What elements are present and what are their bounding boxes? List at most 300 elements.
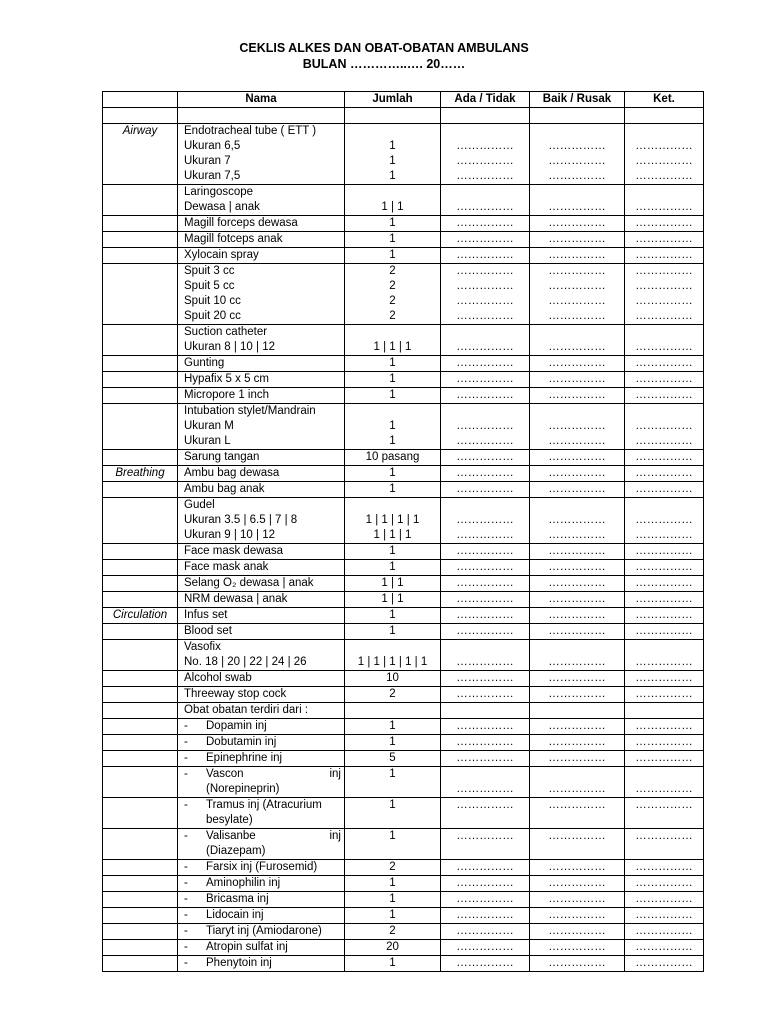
quantity-cell	[345, 264, 441, 325]
item-name-line	[184, 185, 341, 200]
category-cell	[103, 325, 178, 356]
item-name-text: Dobutamin inj	[206, 736, 277, 748]
ket-blank: ……………	[635, 217, 693, 229]
ket-blank	[628, 703, 700, 718]
baik-rusak-cell	[530, 719, 625, 735]
quantity-value	[348, 498, 437, 513]
baik-rusak-blank: ……………	[548, 373, 606, 385]
table-row	[103, 388, 704, 404]
document-subtitle: BULAN …………..…. 20……	[302, 57, 466, 71]
category-label	[106, 719, 174, 734]
category-cell	[103, 687, 178, 703]
baik-rusak-cell	[530, 703, 625, 719]
ada-tidak-cell	[441, 640, 530, 671]
item-name-text: Phenytoin inj	[206, 957, 272, 969]
quantity-value	[348, 640, 437, 655]
baik-rusak-cell	[530, 687, 625, 703]
baik-rusak-blank	[533, 767, 621, 782]
quantity-cell	[345, 232, 441, 248]
table-row	[103, 450, 704, 466]
category-cell	[103, 216, 178, 232]
ada-tidak-blank: ……………	[456, 280, 514, 292]
category-label	[106, 924, 174, 939]
item-name-line	[184, 719, 341, 734]
baik-rusak-blank: ……………	[548, 736, 606, 748]
ket-blank: ……………	[635, 467, 693, 479]
header-ket: Ket.	[625, 92, 704, 108]
list-dash: -	[184, 877, 188, 889]
item-name-text: Ukuran 7,5	[184, 170, 241, 182]
item-name-line	[184, 200, 341, 215]
ada-tidak-blank: ……………	[456, 577, 514, 589]
item-name-line	[184, 513, 341, 528]
item-name-line	[184, 560, 341, 575]
category-cell	[103, 719, 178, 735]
ket-blank	[628, 813, 700, 828]
item-name-cell	[178, 498, 345, 544]
item-name-cell	[178, 108, 345, 124]
item-name-cell	[178, 372, 345, 388]
quantity-cell	[345, 767, 441, 798]
item-name-line	[184, 450, 341, 465]
quantity-value: 1	[389, 170, 396, 182]
item-name-line	[184, 767, 341, 782]
item-name-line	[184, 751, 341, 766]
baik-rusak-cell	[530, 185, 625, 216]
quantity-value: 1	[389, 357, 396, 369]
category-label	[106, 356, 174, 371]
quantity-cell	[345, 876, 441, 892]
baik-rusak-cell	[530, 560, 625, 576]
list-dash: -	[184, 957, 188, 969]
item-name-text: Tramus inj (Atracurium	[206, 799, 322, 811]
ada-tidak-blank: ……………	[456, 529, 514, 541]
item-name-text: Laringoscope	[184, 186, 254, 198]
ada-tidak-blank	[444, 124, 526, 139]
ada-tidak-cell	[441, 482, 530, 498]
baik-rusak-cell	[530, 498, 625, 544]
list-dash: -	[184, 925, 188, 937]
baik-rusak-blank: ……………	[548, 420, 606, 432]
item-name-line	[184, 924, 341, 939]
item-name-cell	[178, 908, 345, 924]
category-label	[106, 956, 174, 971]
ada-tidak-cell	[441, 956, 530, 972]
quantity-cell	[345, 735, 441, 751]
quantity-value: 1	[389, 373, 396, 385]
baik-rusak-blank: ……………	[548, 357, 606, 369]
ket-cell	[625, 829, 704, 860]
category-label	[106, 185, 174, 200]
item-name-text: Obat obatan terdiri dari :	[184, 704, 309, 716]
category-cell	[103, 248, 178, 264]
ket-cell	[625, 892, 704, 908]
quantity-cell	[345, 108, 441, 124]
quantity-value: 1	[389, 609, 396, 621]
quantity-cell	[345, 544, 441, 560]
ada-tidak-cell	[441, 671, 530, 687]
item-name-text: Ukuran L	[184, 435, 231, 447]
ket-cell	[625, 671, 704, 687]
ket-blank: ……………	[635, 341, 693, 353]
ada-tidak-blank: ……………	[456, 201, 514, 213]
category-cell	[103, 956, 178, 972]
ada-tidak-cell	[441, 751, 530, 767]
ket-blank: ……………	[635, 752, 693, 764]
ket-cell	[625, 608, 704, 624]
item-name-cell	[178, 404, 345, 450]
ket-cell	[625, 372, 704, 388]
ket-blank: ……………	[635, 483, 693, 495]
table-body	[103, 108, 704, 972]
item-name-cell	[178, 687, 345, 703]
ket-blank: ……………	[635, 941, 693, 953]
ket-cell	[625, 264, 704, 325]
item-name-line	[184, 356, 341, 371]
baik-rusak-blank: ……………	[548, 483, 606, 495]
item-name-cell	[178, 640, 345, 671]
item-name-cell	[178, 876, 345, 892]
category-cell	[103, 576, 178, 592]
category-cell	[103, 404, 178, 450]
baik-rusak-blank: ……………	[548, 593, 606, 605]
ket-blank: ……………	[635, 545, 693, 557]
ket-blank: ……………	[635, 861, 693, 873]
quantity-cell	[345, 372, 441, 388]
quantity-cell	[345, 404, 441, 450]
baik-rusak-blank	[533, 844, 621, 859]
ket-blank	[628, 767, 700, 782]
item-name-cell	[178, 576, 345, 592]
baik-rusak-blank: ……………	[548, 783, 606, 795]
baik-rusak-cell	[530, 356, 625, 372]
item-name-cell	[178, 356, 345, 372]
ada-tidak-blank: ……………	[456, 720, 514, 732]
baik-rusak-cell	[530, 108, 625, 124]
category-label	[106, 450, 174, 465]
baik-rusak-blank: ……………	[548, 688, 606, 700]
category-cell	[103, 185, 178, 216]
quantity-cell	[345, 608, 441, 624]
ada-tidak-cell	[441, 876, 530, 892]
category-label	[106, 640, 174, 655]
baik-rusak-blank	[533, 185, 621, 200]
ada-tidak-blank: ……………	[456, 451, 514, 463]
category-label	[106, 592, 174, 607]
ada-tidak-blank: ……………	[456, 233, 514, 245]
baik-rusak-blank: ……………	[548, 451, 606, 463]
item-name-line	[184, 782, 341, 797]
baik-rusak-blank: ……………	[548, 155, 606, 167]
baik-rusak-blank: ……………	[548, 389, 606, 401]
ada-tidak-blank: ……………	[456, 830, 514, 842]
quantity-value: 1	[389, 768, 396, 780]
ada-tidak-cell	[441, 372, 530, 388]
quantity-value: 2	[389, 925, 396, 937]
ket-blank: ……………	[635, 577, 693, 589]
baik-rusak-cell	[530, 544, 625, 560]
baik-rusak-blank: ……………	[548, 310, 606, 322]
ket-cell	[625, 356, 704, 372]
category-label	[106, 798, 174, 813]
baik-rusak-blank: ……………	[548, 201, 606, 213]
item-name-line	[184, 544, 341, 559]
baik-rusak-cell	[530, 908, 625, 924]
ada-tidak-cell	[441, 908, 530, 924]
baik-rusak-blank: ……………	[548, 925, 606, 937]
ket-blank: ……………	[635, 720, 693, 732]
quantity-value: 1 | 1 | 1	[373, 341, 412, 353]
item-name-text: Face mask dewasa	[184, 545, 284, 557]
table-row	[103, 798, 704, 829]
item-name-part	[184, 829, 256, 844]
quantity-value: 1 | 1	[381, 577, 404, 589]
ket-blank	[628, 124, 700, 139]
ada-tidak-cell	[441, 356, 530, 372]
item-name-cell	[178, 482, 345, 498]
item-name-text: Ukuran 8 | 10 | 12	[184, 341, 276, 353]
item-name-line	[184, 640, 341, 655]
item-name-text: Ukuran 6,5	[184, 140, 241, 152]
ada-tidak-blank: ……………	[456, 217, 514, 229]
ket-cell	[625, 956, 704, 972]
table-row	[103, 860, 704, 876]
baik-rusak-cell	[530, 232, 625, 248]
ket-cell	[625, 232, 704, 248]
quantity-cell	[345, 798, 441, 829]
quantity-value: 1	[389, 483, 396, 495]
ada-tidak-blank	[444, 108, 526, 123]
quantity-value: 2	[389, 861, 396, 873]
quantity-value: 2	[389, 280, 396, 292]
ada-tidak-cell	[441, 576, 530, 592]
ada-tidak-cell	[441, 608, 530, 624]
table-row	[103, 940, 704, 956]
item-name-text: (Norepineprin)	[206, 783, 280, 795]
category-label	[106, 767, 174, 782]
ket-cell	[625, 108, 704, 124]
item-name-line	[184, 216, 341, 231]
item-name-line	[184, 279, 341, 294]
table-row	[103, 592, 704, 608]
quantity-cell	[345, 498, 441, 544]
ada-tidak-cell	[441, 185, 530, 216]
checklist-table	[102, 91, 704, 972]
category-cell	[103, 592, 178, 608]
item-name-text: Dewasa | anak	[184, 201, 260, 213]
quantity-cell	[345, 248, 441, 264]
ada-tidak-blank	[444, 185, 526, 200]
item-name-text: Bricasma inj	[206, 893, 269, 905]
ket-blank: ……………	[635, 373, 693, 385]
item-name-line	[184, 232, 341, 247]
item-name-line	[184, 576, 341, 591]
table-row	[103, 956, 704, 972]
baik-rusak-blank: ……………	[548, 577, 606, 589]
ada-tidak-blank	[444, 498, 526, 513]
item-name-cell	[178, 624, 345, 640]
ket-cell	[625, 751, 704, 767]
ket-blank: ……………	[635, 310, 693, 322]
category-label	[106, 232, 174, 247]
category-label	[106, 860, 174, 875]
baik-rusak-cell	[530, 216, 625, 232]
item-name-text: Sarung tangan	[184, 451, 260, 463]
category-cell	[103, 908, 178, 924]
ada-tidak-cell	[441, 216, 530, 232]
category-label	[106, 576, 174, 591]
quantity-value: 1	[389, 720, 396, 732]
category-cell	[103, 876, 178, 892]
ada-tidak-cell	[441, 703, 530, 719]
ada-tidak-cell	[441, 860, 530, 876]
baik-rusak-cell	[530, 592, 625, 608]
ada-tidak-blank: ……………	[456, 467, 514, 479]
quantity-value: 1 | 1 | 1 | 1 | 1	[357, 656, 428, 668]
ket-cell	[625, 450, 704, 466]
item-name-cell	[178, 232, 345, 248]
ket-cell	[625, 404, 704, 450]
ket-blank: ……………	[635, 877, 693, 889]
item-name-text: Spuit 3 cc	[184, 265, 235, 277]
ket-blank: ……………	[635, 688, 693, 700]
item-name-line	[184, 655, 341, 670]
table-row	[103, 372, 704, 388]
baik-rusak-cell	[530, 608, 625, 624]
item-name-cell	[178, 719, 345, 735]
ket-blank: ……………	[635, 451, 693, 463]
quantity-value: 1	[389, 893, 396, 905]
ket-cell	[625, 687, 704, 703]
ada-tidak-blank: ……………	[456, 373, 514, 385]
category-cell	[103, 232, 178, 248]
quantity-value: 1	[389, 420, 396, 432]
item-name-cell	[178, 185, 345, 216]
quantity-value: 1 | 1	[381, 593, 404, 605]
ada-tidak-blank: ……………	[456, 625, 514, 637]
ket-blank: ……………	[635, 529, 693, 541]
ada-tidak-blank	[444, 404, 526, 419]
baik-rusak-cell	[530, 388, 625, 404]
ada-tidak-blank: ……………	[456, 752, 514, 764]
item-name-line	[184, 264, 341, 279]
list-dash: -	[184, 736, 188, 748]
table-row	[103, 829, 704, 860]
item-name-line	[184, 419, 341, 434]
item-name-cell	[178, 860, 345, 876]
quantity-value: 1	[389, 799, 396, 811]
ket-blank: ……………	[635, 609, 693, 621]
baik-rusak-cell	[530, 860, 625, 876]
item-name-cell	[178, 450, 345, 466]
ada-tidak-cell	[441, 404, 530, 450]
ket-cell	[625, 908, 704, 924]
baik-rusak-blank: ……………	[548, 545, 606, 557]
category-label	[106, 940, 174, 955]
baik-rusak-blank: ……………	[548, 561, 606, 573]
baik-rusak-cell	[530, 640, 625, 671]
header-category	[103, 92, 178, 108]
ada-tidak-blank: ……………	[456, 783, 514, 795]
baik-rusak-blank: ……………	[548, 609, 606, 621]
item-name-text: Micropore 1 inch	[184, 389, 270, 401]
item-name-cell	[178, 592, 345, 608]
ket-blank: ……………	[635, 155, 693, 167]
quantity-value: 1	[389, 545, 396, 557]
ket-cell	[625, 482, 704, 498]
category-label	[106, 671, 174, 686]
category-cell	[103, 735, 178, 751]
item-name-line	[184, 404, 341, 419]
ada-tidak-cell	[441, 624, 530, 640]
ket-cell	[625, 798, 704, 829]
ket-cell	[625, 466, 704, 482]
category-cell	[103, 466, 178, 482]
ada-tidak-cell	[441, 767, 530, 798]
item-name-cell	[178, 892, 345, 908]
baik-rusak-blank: ……………	[548, 752, 606, 764]
quantity-cell	[345, 216, 441, 232]
quantity-cell	[345, 924, 441, 940]
item-name-text: Magill forceps dewasa	[184, 217, 298, 229]
item-name-cell	[178, 829, 345, 860]
item-name-text: Threeway stop cock	[184, 688, 287, 700]
item-name-line	[184, 388, 341, 403]
baik-rusak-blank	[533, 124, 621, 139]
table-row	[103, 624, 704, 640]
quantity-value: 1	[389, 830, 396, 842]
category-label	[106, 248, 174, 263]
header-ada-tidak: Ada / Tidak	[441, 92, 530, 108]
list-dash: -	[184, 830, 188, 842]
category-label	[106, 892, 174, 907]
item-name-text: inj	[329, 768, 341, 780]
category-label	[106, 544, 174, 559]
item-name-text: Alcohol swab	[184, 672, 252, 684]
category-label	[106, 876, 174, 891]
ada-tidak-blank: ……………	[456, 909, 514, 921]
ket-cell	[625, 498, 704, 544]
category-cell	[103, 751, 178, 767]
item-name-text: Intubation stylet/Mandrain	[184, 405, 316, 417]
list-dash: -	[184, 768, 188, 780]
table-row	[103, 498, 704, 544]
item-name-cell	[178, 940, 345, 956]
baik-rusak-cell	[530, 956, 625, 972]
ada-tidak-blank: ……………	[456, 609, 514, 621]
quantity-value: 2	[389, 265, 396, 277]
ket-cell	[625, 388, 704, 404]
item-name-cell	[178, 671, 345, 687]
baik-rusak-blank: ……………	[548, 830, 606, 842]
table-row	[103, 560, 704, 576]
ada-tidak-cell	[441, 560, 530, 576]
list-dash: -	[184, 720, 188, 732]
category-cell	[103, 767, 178, 798]
item-name-text: Endotracheal tube ( ETT )	[184, 125, 317, 137]
baik-rusak-cell	[530, 829, 625, 860]
quantity-cell	[345, 829, 441, 860]
category-cell	[103, 264, 178, 325]
category-label	[106, 404, 174, 419]
category-cell	[103, 640, 178, 671]
quantity-cell	[345, 482, 441, 498]
ada-tidak-cell	[441, 124, 530, 185]
quantity-value: 1	[389, 561, 396, 573]
item-name-text: Spuit 5 cc	[184, 280, 235, 292]
item-name-line	[184, 860, 341, 875]
item-name-line	[184, 908, 341, 923]
